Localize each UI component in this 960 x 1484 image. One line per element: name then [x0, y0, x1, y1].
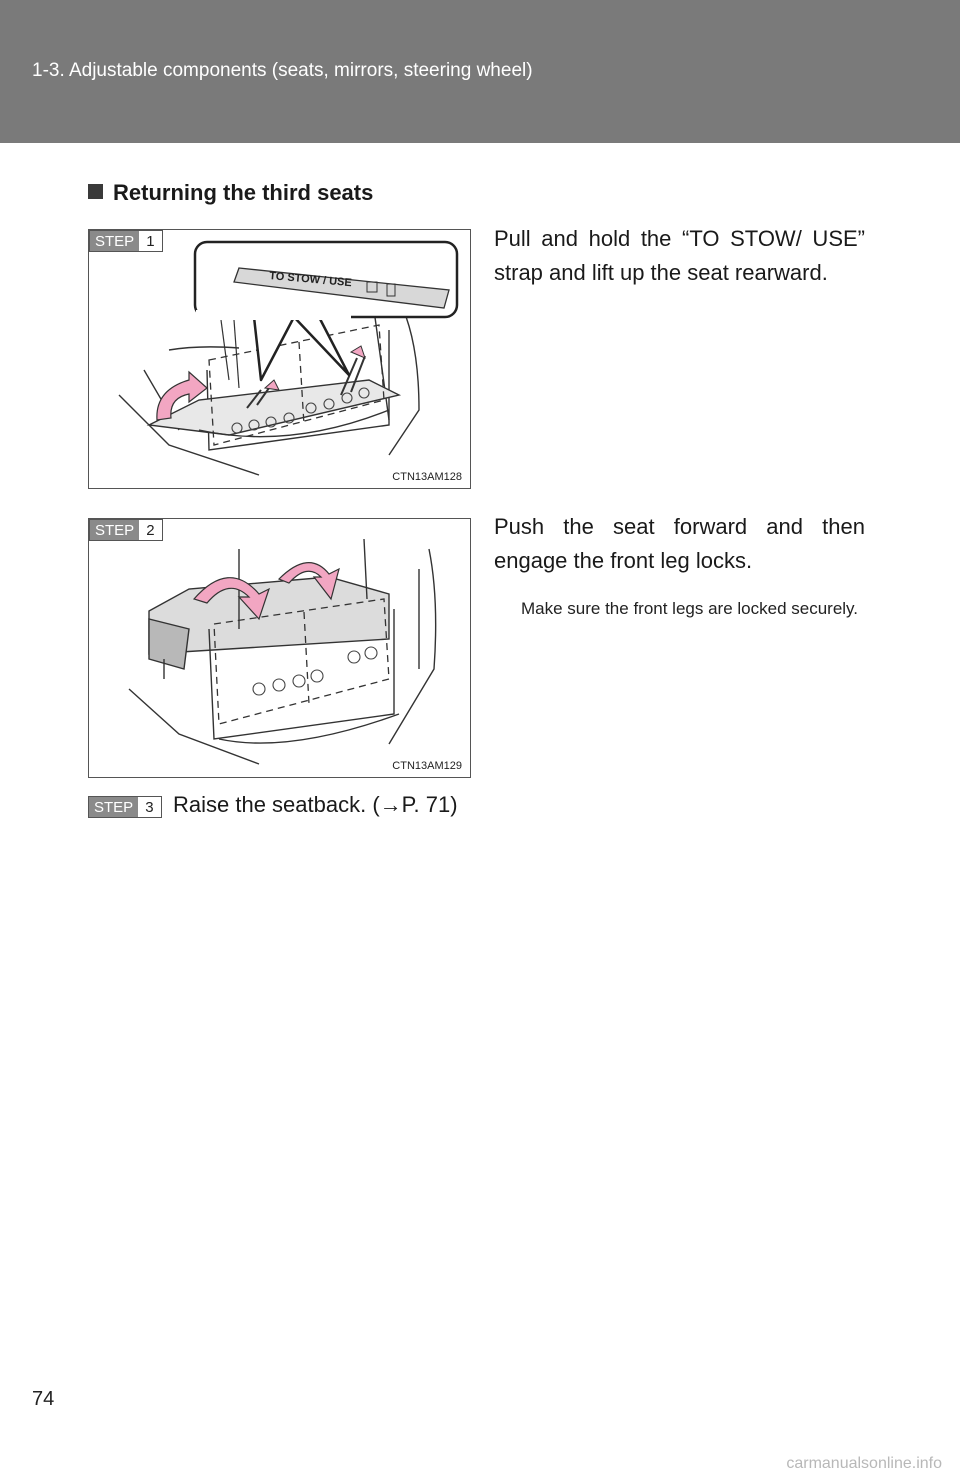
header-section-title: 1-3. Adjustable components (seats, mirrors, steering wheel) — [32, 60, 533, 81]
step2-figure — [88, 518, 471, 778]
step3-badge — [88, 796, 162, 818]
step-number: 1 — [146, 233, 155, 250]
seat-lift-illustration — [89, 230, 471, 489]
step2-instruction: Push the seat forward and then engage the front leg locks. — [494, 514, 865, 573]
step3-instruction: Raise the seatback. (→P. 71) — [173, 792, 458, 817]
step1-instruction: Pull and hold the “TO STOW/ USE” strap and lift up the seat rearward. — [494, 226, 865, 285]
watermark: carmanualsonline.info — [786, 1455, 942, 1472]
strap-label-text: TO STOW / USE — [268, 270, 353, 290]
square-bullet-icon — [88, 184, 103, 199]
step-label: STEP — [90, 231, 139, 251]
step-label: STEP — [90, 520, 139, 540]
step-number: 3 — [145, 799, 154, 816]
seat-forward-illustration — [89, 519, 471, 778]
step-number: 2 — [146, 522, 155, 539]
step2-note: Make sure the front legs are locked securely. — [521, 599, 859, 618]
step1-badge — [89, 230, 163, 252]
section-title — [88, 180, 373, 206]
figure-code: CTN13AM128 — [392, 471, 462, 483]
page-number: 74 — [32, 1388, 55, 1410]
section-title-text: Returning the third seats — [113, 180, 374, 205]
step-label: STEP — [89, 797, 138, 817]
step2-badge — [89, 519, 163, 541]
step1-figure — [88, 229, 471, 489]
figure-code: CTN13AM129 — [392, 760, 462, 772]
page-header — [0, 0, 960, 143]
